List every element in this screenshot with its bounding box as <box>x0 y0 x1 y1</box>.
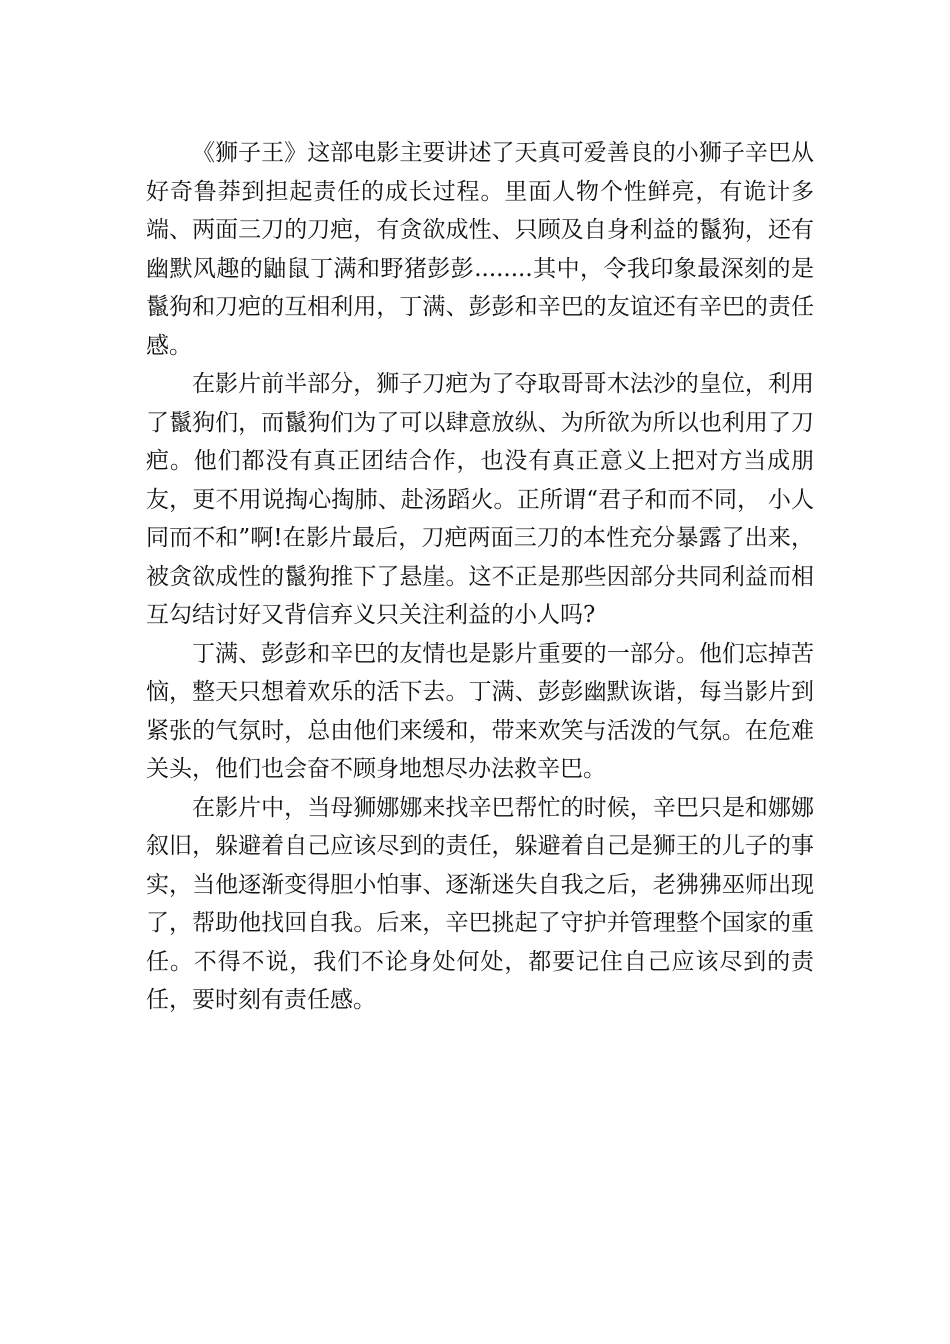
paragraph-4: 在影片中，当母狮娜娜来找辛巴帮忙的时候，辛巴只是和娜娜叙旧，躲避着自己应该尽到的责任，躲避着自己是狮王的儿子的事实，当他逐渐变得胆小怕事、逐渐迷失自我之后，老狒狒巫师出现了，帮助他找回自我。后来，辛巴挑起了守护并管理整个国家的重任。不得不说，我们不论身处何处，都要记住自己应该尽到的责任，要时刻有责任感。 <box>146 794 814 1013</box>
document-body <box>146 134 814 1020</box>
paragraph-2: 在影片前半部分，狮子刀疤为了夺取哥哥木法沙的皇位，利用了鬣狗们，而鬣狗们为了可以肆意放纵、为所欲为所以也利用了刀疤。他们都没有真正团结合作，也没有真正意义上把对方当成朋友，更不用说掏心掏肺、赴汤蹈火。正所谓“君子和而不同， 小人同而不和”啊!在影片最后，刀疤两面三刀的本性充分暴露了出来，被贪欲成性的鬣狗推下了悬崖。这不正是那些因部分共同利益而相互勾结讨好又背信弃义只关注利益的小人吗? <box>146 371 814 628</box>
paragraph-1: 《狮子王》这部电影主要讲述了天真可爱善良的小狮子辛巴从好奇鲁莽到担起责任的成长过程。里面人物个性鲜亮，有诡计多端、两面三刀的刀疤，有贪欲成性、只顾及自身利益的鬣狗，还有幽默风趣的鼬鼠丁满和野猪彭彭........其中，令我印象最深刻的是鬣狗和刀疤的互相利用，丁满、彭彭和辛巴的友谊还有辛巴的责任感。 <box>146 140 814 359</box>
paragraph-3: 丁满、彭彭和辛巴的友情也是影片重要的一部分。他们忘掉苦恼，整天只想着欢乐的活下去。丁满、彭彭幽默诙谐，每当影片到紧张的气氛时，总由他们来缓和，带来欢笑与活泼的气氛。在危难关头，他们也会奋不顾身地想尽办法救辛巴。 <box>146 640 814 782</box>
